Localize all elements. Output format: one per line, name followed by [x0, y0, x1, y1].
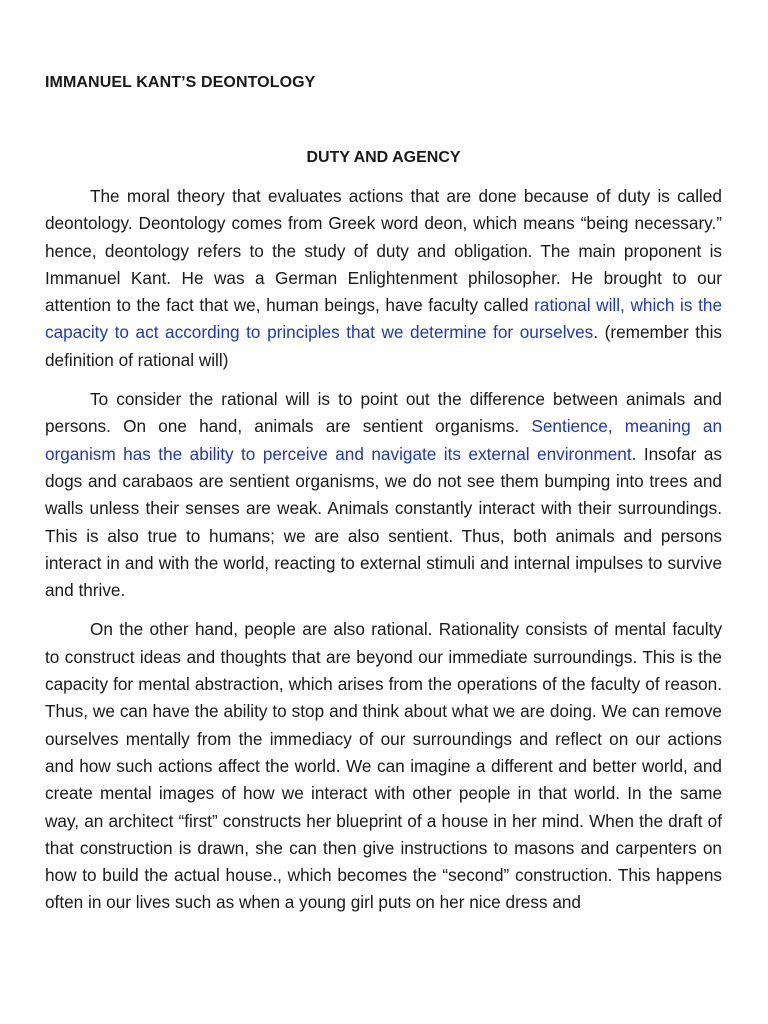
highlighted-definition: Sentience, meaning an organism has the ability to perceive and navigate its external environment — [45, 416, 723, 464]
paragraph-rational-will — [45, 183, 722, 374]
paragraph-text: . Insofar as dogs and carabaos are sentient organisms, we do not see them bumping into trees and walls unless their senses are weak. Animals constantly interact with their surroundings. This is also true to humans; we are also sentient. Thus, both animals and persons interact in and with the world, reacting to external stimuli and internal impulses to survive and thrive. — [45, 443, 722, 601]
section-heading: DUTY AND AGENCY — [306, 149, 461, 166]
paragraph-text: . (remember this definition of rational will) — [45, 322, 722, 370]
document-title: IMMANUEL KANT’S DEONTOLOGY — [45, 74, 316, 91]
paragraph-sentience — [45, 386, 722, 604]
paragraph-text: On the other hand, people are also rational. Rationality consists of mental faculty to construct ideas and thoughts that are beyond our immediate surroundings. This is the capacity for mental abstraction, which arises from the operations of the faculty of reason. Thus, we can have the ability to stop and think about what we are doing. We can remove ourselves mentally from the immediacy of our surroundings and reflect on our actions and how such actions affect the world. We can imagine a different and better world, and create mental images of how we interact with other people in that world. In the same way, an architect “first” constructs her blueprint of a house in her mind. When the draft of that construction is drawn, she can then give instructions to masons and carpenters on how to build the actual house., which becomes the “second” construction. This happens often in our lives such as when a young girl puts on her nice dress and — [45, 619, 722, 913]
document-body — [45, 183, 722, 929]
paragraph-text: To consider the rational will is to point out the difference between animals and persons. On one hand, animals are sentient organisms. — [45, 389, 722, 437]
paragraph-rationality — [45, 616, 722, 916]
paragraph-text: The moral theory that evaluates actions that are done because of duty is called deontology. Deontology comes from Greek word deon, which means “being necessary.” hence, deontology refers to the study of duty and obligation. The main proponent is Immanuel Kant. He was a German Enlightenment philosopher. He brought to our attention to the fact that we, human beings, have faculty called — [45, 186, 722, 316]
highlighted-definition: rational will, which is the capacity to act according to principles that we determine for ourselves — [45, 295, 722, 343]
